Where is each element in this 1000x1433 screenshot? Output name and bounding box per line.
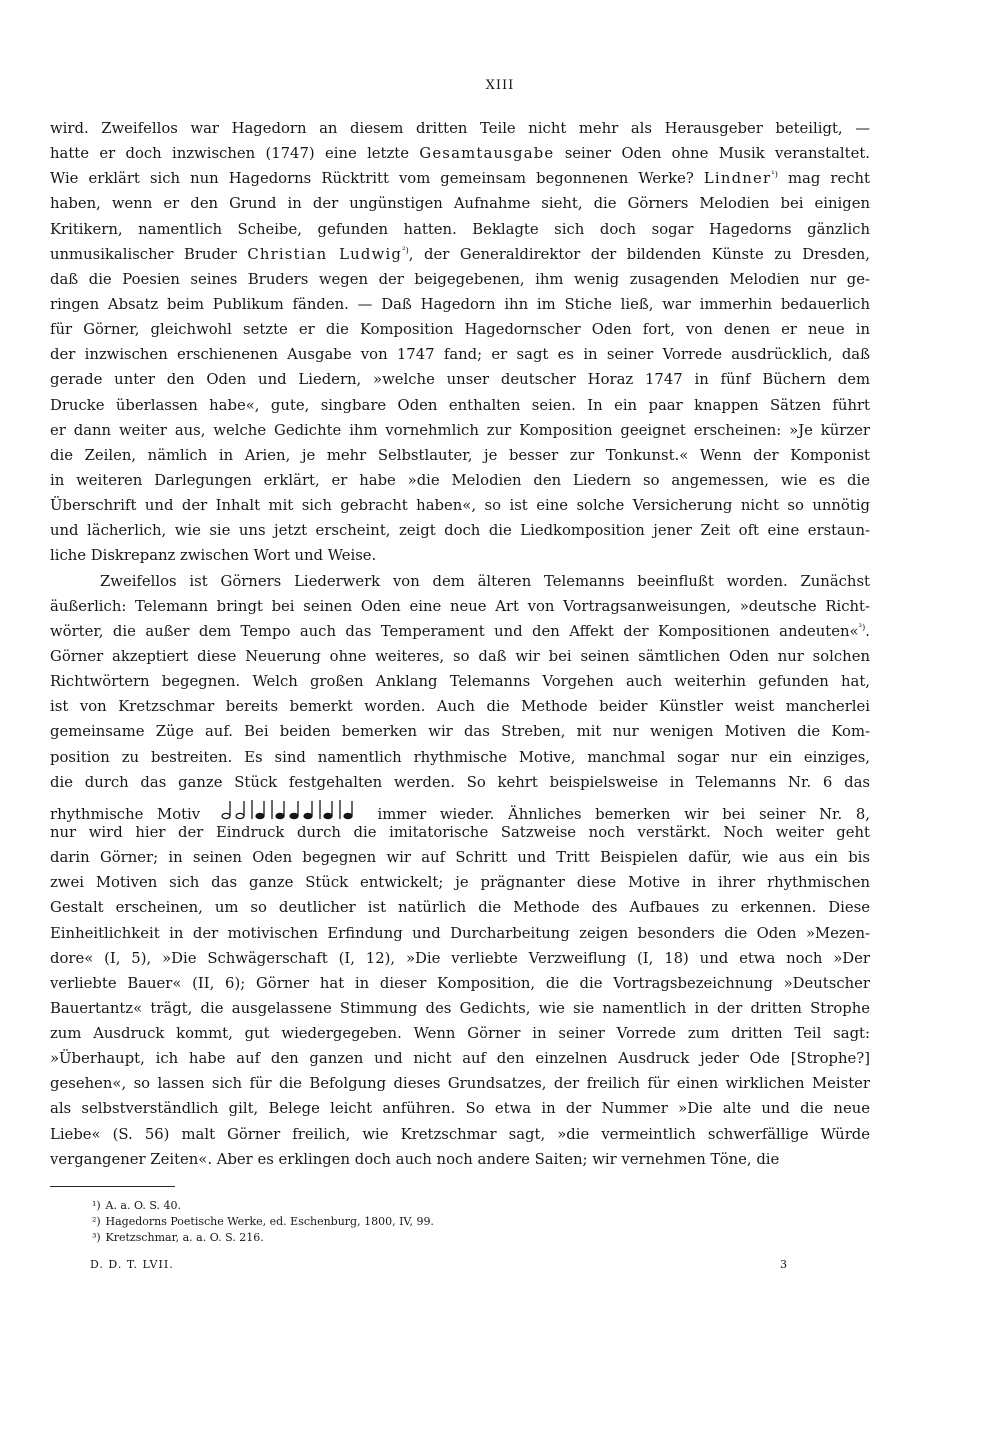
- footnote-number: ¹): [92, 1199, 101, 1212]
- page-number: XIII: [485, 78, 515, 93]
- text-line: Liebe« (S. 56) malt Görner freilich, wie Kretzschmar sagt, »die vermeintlich schwerfällige Würde: [50, 1125, 870, 1143]
- text-line: ringen Absatz beim Publikum fänden. — Daß Hagedorn ihn im Stiche ließ, war immerhin bedauerlich: [50, 295, 870, 313]
- text-line: zwei Motiven sich das ganze Stück entwickelt; je prägnanter diese Motive in ihrer rhythmischen: [50, 874, 870, 892]
- motif-line-before: rhythmische Motiv: [50, 805, 201, 823]
- footnote-number: ³): [92, 1231, 101, 1244]
- text-line: die durch das ganze Stück festgehalten werden. So kehrt beispielsweise in Telemanns Nr. 6 das: [50, 773, 870, 791]
- footnote-text: Hagedorns Poetische Werke, ed. Eschenburg, 1800, IV, 99.: [102, 1215, 434, 1228]
- text-line: Kritikern, namentlich Scheibe, gefunden hatten. Beklagte sich doch sogar Hagedorns gänzlich: [50, 220, 870, 238]
- text-line: darin Görner; in seinen Oden begegnen wir auf Schritt und Tritt Beispielen dafür, wie aus ein bis: [50, 849, 870, 867]
- text-line: wörter, die außer dem Tempo auch das Temperament und den Affekt der Kompositionen andeuten«$^{^3)}$.: [50, 622, 870, 640]
- text-line: ist von Kretzschmar bereits bemerkt worden. Auch die Methode beider Künstler weist mancherlei: [50, 698, 870, 716]
- text-line: vergangener Zeiten«. Aber es erklingen doch auch noch andere Saiten; wir vernehmen Töne, die: [50, 1150, 780, 1168]
- text-line: in weiteren Darlegungen erklärt, er habe »die Melodien den Liedern so angemessen, wie es die: [50, 471, 870, 489]
- text-line: Zweifellos ist Görners Liederwerk von dem älteren Telemanns beeinflußt worden. Zunächst: [100, 572, 870, 590]
- printer-signature: D. D. T. LVII.: [90, 1258, 174, 1271]
- rhythm-figure-icon: [214, 797, 364, 829]
- text-line: der inzwischen erschienenen Ausgabe von 1747 fand; er sagt es in seiner Vorrede ausdrücklich, daß: [50, 346, 870, 364]
- footnote-text: A. a. O. S. 40.: [102, 1199, 181, 1212]
- text-line: »Überhaupt, ich habe auf den ganzen und nicht auf den einzelnen Ausdruck jeder Ode [Strophe?]: [50, 1050, 870, 1068]
- text-line: gemeinsame Züge auf. Bei beiden bemerken wir das Streben, mit nur wenigen Motiven die Kom-: [50, 723, 870, 741]
- footnote-number: ²): [92, 1215, 101, 1228]
- text-line: position zu bestreiten. Es sind namentlich rhythmische Motive, manchmal sogar nur ein einziges,: [50, 748, 870, 766]
- text-line: für Görner, gleichwohl setzte er die Komposition Hagedornscher Oden fort, von denen er neue in: [50, 321, 870, 339]
- text-line: hatte er doch inzwischen (1747) eine letzte Gesamtausgabe seiner Oden ohne Musik veranstaltet.: [50, 145, 870, 163]
- footnote-item: [92, 1198, 434, 1214]
- text-line: und lächerlich, wie sie uns jetzt erscheint, zeigt doch die Liedkomposition jener Zeit oft eine erstaun-: [50, 522, 870, 540]
- text-line: zum Ausdruck kommt, gut wiedergegeben. Wenn Görner in seiner Vorrede zum dritten Teil sagt:: [50, 1025, 870, 1043]
- text-line: er dann weiter aus, welche Gedichte ihm vornehmlich zur Komposition geeignet erscheinen: »Je kürzer: [50, 421, 870, 439]
- text-line: dore« (I, 5), »Die Schwägerschaft (I, 12), »Die verliebte Verzweiflung (I, 18) und etwa noch »Der: [50, 949, 870, 967]
- text-line: Einheitlichkeit in der motivischen Erfindung und Durcharbeitung zeigen besonders die Oden »Mezen-: [50, 924, 870, 942]
- text-line: Überschrift und der Inhalt mit sich gebracht haben«, so ist eine solche Versicherung nicht so unnötig: [50, 497, 870, 515]
- text-line: gerade unter den Oden und Liedern, »welche unser deutscher Horaz 1747 in fünf Büchern dem: [50, 371, 870, 389]
- motif-line-after: immer wieder. Ähnliches bemerken wir bei seiner Nr. 8,: [377, 805, 870, 823]
- text-line: Bauertantz« trägt, die ausgelassene Stimmung des Gedichts, wie sie namentlich in der dritten Strophe: [50, 999, 870, 1017]
- text-line: unmusikalischer Bruder Christian Ludwig$^{^2)}$, der Generaldirektor der bildenden Künste zu Dresden,: [50, 245, 870, 263]
- text-line: Wie erklärt sich nun Hagedorns Rücktritt vom gemeinsam begonnenen Werke? Lindner$^{^1)}$ mag recht: [50, 170, 870, 188]
- text-line: Richtwörtern begegnen. Welch großen Anklang Telemanns Vorgehen auch weiterhin gefunden hat,: [50, 673, 870, 691]
- footnote-text: Kretzschmar, a. a. O. S. 216.: [102, 1231, 264, 1244]
- text-line: gesehen«, so lassen sich für die Befolgung dieses Grundsatzes, der freilich für einen wirklichen Meister: [50, 1075, 870, 1093]
- text-line: wird. Zweifellos war Hagedorn an diesem dritten Teile nicht mehr als Herausgeber beteiligt, —: [50, 120, 870, 137]
- footnotes: [92, 1198, 434, 1246]
- text-line: als selbstverständlich gilt, Belege leicht anführen. So etwa in der Nummer »Die alte und die neue: [50, 1100, 870, 1118]
- text-line: nur wird hier der Eindruck durch die imitatorische Satzweise noch verstärkt. Noch weiter geht: [50, 823, 870, 841]
- footnote-item: [92, 1230, 434, 1246]
- text-line: daß die Poesien seines Bruders wegen der beigegebenen, ihm wenig zusagenden Melodien nur ge-: [50, 270, 870, 288]
- text-line: Gestalt erscheinen, um so deutlicher ist natürlich die Methode des Aufbaues zu erkennen. Diese: [50, 899, 870, 917]
- body-text: [50, 116, 870, 1172]
- text-line: Drucke überlassen habe«, gute, singbare Oden enthalten seien. In ein paar knappen Sätzen führt: [50, 396, 870, 414]
- text-line: haben, wenn er den Grund in der ungünstigen Aufnahme sieht, die Görners Melodien bei einigen: [50, 195, 870, 213]
- footnote-item: [92, 1214, 434, 1230]
- rhythm-motif-line: [50, 795, 870, 823]
- text-line: die Zeilen, nämlich in Arien, je mehr Selbstlauter, je besser zur Tonkunst.« Wenn der Komponist: [50, 446, 870, 464]
- text-line: liche Diskrepanz zwischen Wort und Weise.: [50, 547, 377, 565]
- text-line: verliebte Bauer« (II, 6); Görner hat in dieser Komposition, die die Vortragsbezeichnung »Deutscher: [50, 974, 870, 992]
- sheet-number: 3: [780, 1258, 787, 1271]
- text-line: Görner akzeptiert diese Neuerung ohne weiteres, so daß wir bei seinen sämtlichen Oden nur solchen: [50, 647, 870, 665]
- text-line: äußerlich: Telemann bringt bei seinen Oden eine neue Art von Vortragsanweisungen, »deutsche Richt-: [50, 597, 870, 615]
- footnote-rule: [50, 1186, 175, 1187]
